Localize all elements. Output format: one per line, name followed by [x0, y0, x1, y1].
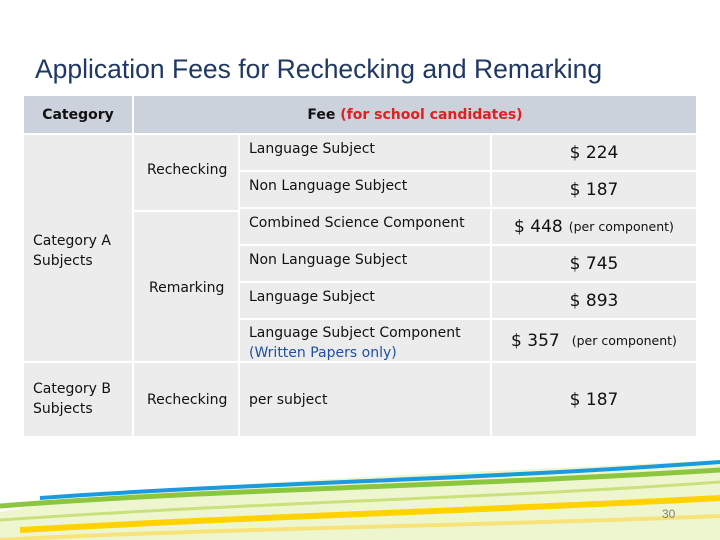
type-rechecking-a: [134, 135, 238, 210]
fee-cell: [492, 135, 696, 170]
page-number: 30: [662, 507, 676, 521]
subject-label: Non Language Subject: [249, 252, 408, 268]
category-b-cell: [24, 363, 132, 436]
fee-value: $ 187: [569, 389, 619, 410]
fee-value: $ 893: [569, 290, 619, 311]
header-fee: [134, 96, 696, 133]
subject-cell: [240, 172, 490, 207]
subject-cell: [240, 135, 490, 170]
header-category: Category: [24, 96, 132, 133]
fee-note: (per component): [571, 333, 677, 348]
type-remarking: [134, 212, 238, 361]
type-remarking-label: Remarking: [149, 280, 225, 296]
decorative-wave-graphic: [0, 440, 720, 540]
subject-cell: [240, 246, 490, 281]
fee-cell: [492, 172, 696, 207]
category-b-line1: Category B: [33, 381, 112, 397]
header-fee-note: (for school candidates): [340, 106, 523, 123]
fee-cell: [492, 363, 696, 436]
fee-cell: [492, 320, 696, 361]
subject-cell: [240, 283, 490, 318]
type-rechecking-a-label: Rechecking: [147, 162, 228, 178]
subject-label: Language Subject: [249, 141, 375, 157]
fee-cell: [492, 283, 696, 318]
fee-value: $ 224: [569, 142, 619, 163]
fee-table: [24, 96, 696, 436]
subject-label: Language Subject: [249, 289, 375, 305]
type-rechecking-b-label: Rechecking: [147, 392, 228, 408]
subject-cell: [240, 320, 490, 361]
fee-note: (per component): [568, 219, 674, 234]
subject-label: Language Subject Component: [249, 325, 461, 341]
fee-cell: [492, 246, 696, 281]
category-a-line1: Category A: [33, 233, 111, 249]
fee-value: $ 448: [514, 216, 563, 237]
subject-cell: [240, 209, 490, 244]
subject-cell: [240, 363, 490, 436]
category-a-cell: [24, 135, 132, 361]
subject-sublabel: (Written Papers only): [249, 345, 397, 361]
fee-value: $ 187: [569, 179, 619, 200]
fee-value: $ 745: [569, 253, 619, 274]
fee-cell: [492, 209, 696, 244]
subject-label: per subject: [249, 392, 328, 408]
subject-label: Non Language Subject: [249, 178, 408, 194]
page-title: Application Fees for Rechecking and Remarking: [35, 54, 603, 84]
fee-value: $ 357: [511, 330, 560, 351]
category-a-line2: Subjects: [33, 253, 93, 269]
category-b-line2: Subjects: [33, 401, 93, 417]
header-fee-label: Fee: [307, 106, 336, 123]
type-rechecking-b: [134, 363, 238, 436]
subject-label: Combined Science Component: [249, 215, 465, 231]
